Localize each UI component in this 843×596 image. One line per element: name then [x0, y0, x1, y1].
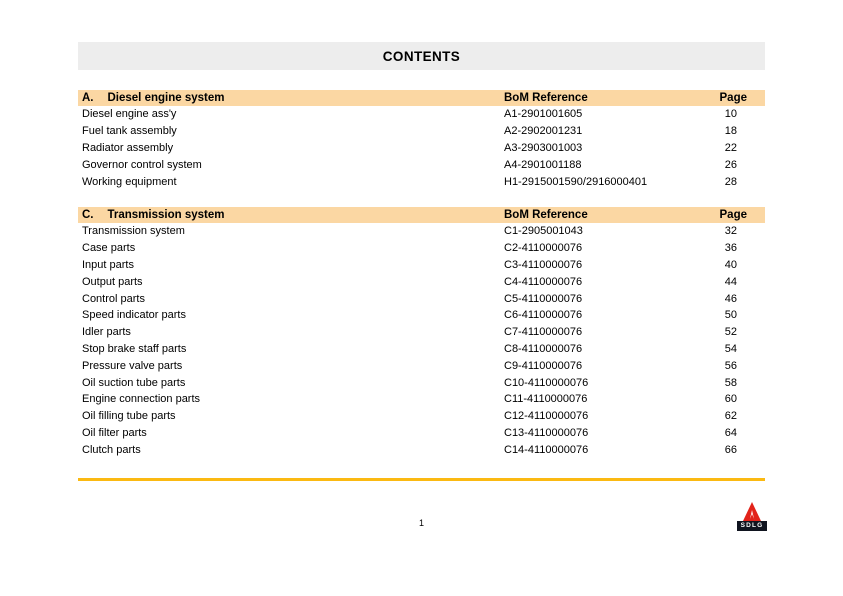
bom-reference-header: BoM Reference: [504, 208, 588, 221]
toc-item-name: Stop brake staff parts: [82, 342, 187, 355]
toc-section: [78, 207, 765, 458]
toc-page-number: 56: [724, 359, 737, 372]
page-number: 1: [418, 518, 424, 528]
section-title: Diesel engine system: [107, 92, 225, 104]
toc-bom-reference: A4-2901001188: [504, 158, 582, 171]
toc-row: [78, 257, 765, 274]
toc-item-name: Clutch parts: [82, 443, 141, 456]
toc-item-name: Engine connection parts: [82, 393, 201, 406]
toc-bom-reference: C12-4110000076: [504, 410, 589, 423]
toc-item-name: Fuel tank assembly: [82, 125, 177, 138]
toc-page-number: 64: [724, 426, 737, 439]
footer-rule: [78, 478, 765, 481]
toc-item-name: Pressure valve parts: [82, 359, 183, 372]
sdlg-logo-text: SDLG: [737, 521, 767, 531]
toc-item-name: Governor control system: [82, 158, 202, 171]
toc-bom-reference: A2-2902001231: [504, 125, 583, 138]
toc-bom-reference: C9-4110000076: [504, 359, 583, 372]
toc-page-number: 36: [724, 242, 737, 255]
section-label: A.: [82, 92, 94, 104]
toc-row: [78, 240, 765, 257]
toc-row: [78, 156, 765, 173]
toc-item-name: Input parts: [82, 258, 134, 271]
sdlg-logo: [736, 502, 768, 533]
toc-item-name: Diesel engine ass'y: [82, 108, 177, 121]
toc-row: [78, 106, 765, 123]
toc-item-name: Transmission system: [82, 225, 185, 238]
toc-page-number: 58: [724, 376, 737, 389]
toc-row: [78, 307, 765, 324]
toc-row: [78, 374, 765, 391]
toc-section: [78, 90, 765, 190]
toc-item-name: Radiator assembly: [82, 141, 174, 154]
toc-item-name: Output parts: [82, 275, 143, 288]
page-title: CONTENTS: [78, 42, 765, 70]
section-header: [78, 90, 765, 106]
toc-item-name: Working equipment: [82, 175, 177, 188]
toc-item-name: Oil filling tube parts: [82, 410, 176, 423]
toc-page-number: 40: [724, 258, 737, 271]
toc-row: [78, 140, 765, 157]
toc-bom-reference: A1-2901001605: [504, 108, 583, 121]
section-title-cell: [82, 209, 504, 221]
toc-page-number: 10: [724, 108, 737, 121]
toc-bom-reference: C1-2905001043: [504, 225, 583, 238]
page-header: Page: [719, 92, 747, 104]
toc-bom-reference: C7-4110000076: [504, 326, 583, 339]
toc-item-name: Control parts: [82, 292, 145, 305]
sdlg-logo-icon: [737, 502, 767, 521]
toc-bom-reference: C3-4110000076: [504, 258, 583, 271]
toc-item-name: Idler parts: [82, 326, 131, 339]
section-title: Transmission system: [107, 208, 225, 221]
toc-bom-reference: C13-4110000076: [504, 426, 589, 439]
toc-page-number: 54: [724, 342, 737, 355]
toc-row: [78, 290, 765, 307]
toc-row: [78, 391, 765, 408]
page-header: Page: [719, 208, 747, 221]
toc-page-number: 32: [724, 225, 737, 238]
toc-bom-reference: H1-2915001590/2916000401: [504, 175, 648, 188]
toc-bom-reference: C8-4110000076: [504, 342, 583, 355]
toc-page-number: 22: [724, 141, 737, 154]
toc-page-number: 18: [724, 125, 737, 138]
toc-bom-reference: C4-4110000076: [504, 275, 583, 288]
toc-bom-reference: C10-4110000076: [504, 376, 589, 389]
toc-item-name: Oil suction tube parts: [82, 376, 186, 389]
toc-page-number: 44: [724, 275, 737, 288]
toc-bom-reference: C11-4110000076: [504, 393, 588, 406]
toc-page-number: 26: [724, 158, 737, 171]
toc-bom-reference: C14-4110000076: [504, 443, 589, 456]
section-label: C.: [82, 208, 94, 221]
toc-row: [78, 123, 765, 140]
toc-page-number: 50: [724, 309, 737, 322]
toc-row: [78, 357, 765, 374]
toc-row: [78, 273, 765, 290]
toc-bom-reference: C6-4110000076: [504, 309, 583, 322]
toc-page-number: 66: [724, 443, 737, 456]
section-header: [78, 207, 765, 223]
section-title-cell: [82, 92, 504, 104]
toc-row: [78, 341, 765, 358]
toc-row: [78, 173, 765, 190]
toc-page-number: 60: [724, 393, 737, 406]
toc-bom-reference: A3-2903001003: [504, 141, 583, 154]
toc-row: [78, 425, 765, 442]
toc-row: [78, 441, 765, 458]
toc-item-name: Oil filter parts: [82, 426, 147, 439]
toc-row: [78, 324, 765, 341]
toc-bom-reference: C2-4110000076: [504, 242, 583, 255]
toc-item-name: Case parts: [82, 242, 136, 255]
toc-page-number: 62: [724, 410, 737, 423]
bom-reference-header: BoM Reference: [504, 92, 588, 104]
toc-page-number: 28: [724, 175, 737, 188]
contents-area: [78, 42, 765, 481]
toc-row: [78, 408, 765, 425]
contents-sections: [78, 90, 765, 458]
toc-bom-reference: C5-4110000076: [504, 292, 583, 305]
toc-page-number: 46: [724, 292, 737, 305]
toc-row: [78, 223, 765, 240]
toc-item-name: Speed indicator parts: [82, 309, 186, 322]
toc-page-number: 52: [724, 326, 737, 339]
